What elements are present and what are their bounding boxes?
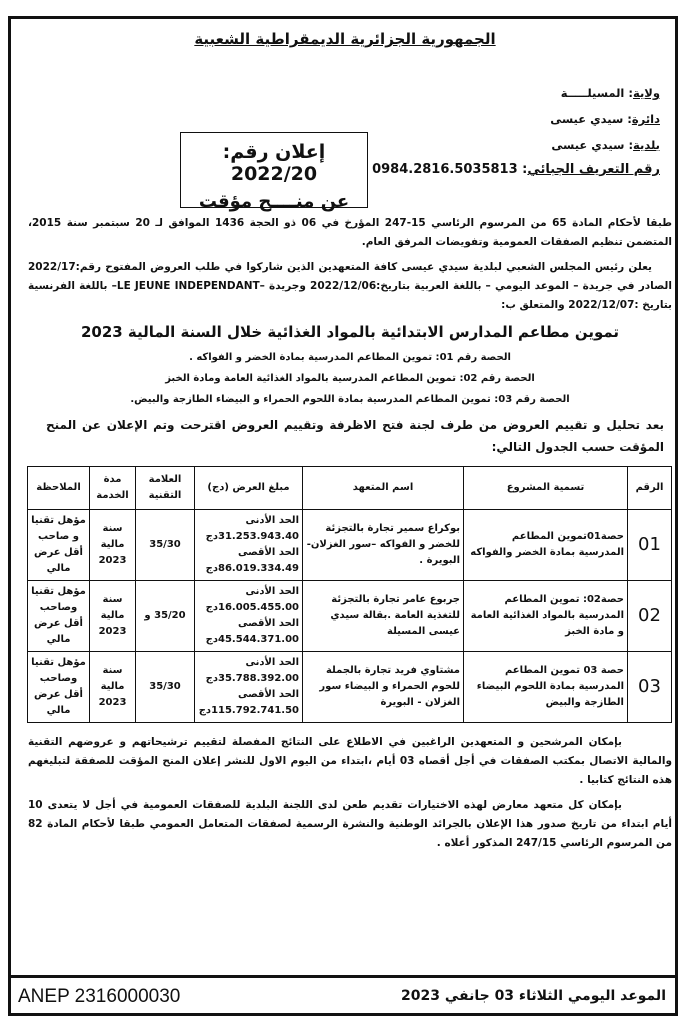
min-amount: 35.788.392.00دج [205,673,299,684]
row-amount [195,581,303,652]
row-note: مؤهل تقنيا وصاحب أقل عرض مالي [28,581,90,652]
row-contractor: جربوع عامر تجارة بالتجزئة للتغذية العامة .بقالة سيدي عيسى المسيلة [303,581,464,652]
notice-paragraph: يعلن رئيس المجلس الشعبي لبلدية سيدي عيسى كافة المتعهدين الذين شاركوا في طلب العروض المفتوح رقم:2022/17 الصادر في جريدة – الموعد اليومي – باللغة العربية بتاريخ:2022/12/06 وجريدة –LE JEUNE INDEPENDANT– باللغة الفرنسية بتاريخ :2022/12/07 والمتعلق ب: [28,261,672,311]
table-row [28,652,672,723]
wilaya-value: : المسيلـــــة [560,86,633,100]
row-note: مؤهل تقنيا و صاحب أقل عرض مالي [28,510,90,581]
min-amount: 16.005.455.00دج [205,602,299,613]
header-technical-score: العلامة التقنية [136,467,195,510]
max-label: الحد الأقصى [237,618,299,629]
row-contractor: مشتاوي فريد تجارة بالجملة للحوم الحمراء و البيضاء سور الغزلان - البويرة [303,652,464,723]
daira-label: دائرة [631,112,660,126]
announcement-box [180,132,368,212]
row-number: 03 [628,652,672,723]
lot-2: الحصة رقم 02: تموين المطاعم المدرسية بالمواد الغذائية العامة ومادة الخبز [165,373,535,384]
table-header-row [28,467,672,510]
min-label: الحد الأدنى [245,657,299,668]
row-project: حصة 03 تموين المطاعم المدرسية بمادة اللحوم البيضاء الطازجة والبيض [464,652,628,723]
row-project: حصة01تموين المطاعم المدرسية بمادة الخضر والفواكه [464,510,628,581]
row-score: 35/30 [136,652,195,723]
lot-3: الحصة رقم 03: تموين المطاعم المدرسية بمادة اللحوم الحمراء و البيضاء الطازجة والبيض. [130,394,570,405]
row-contractor: بوكراع سمير تجارة بالتجزئة للخضر و الفواكه –سور الغزلان- البويرة . [303,510,464,581]
header-note: الملاحظة [28,467,90,510]
anep-reference: ANEP 2316000030 [18,986,181,1007]
republic-heading: الجمهورية الجزائرية الديمقراطية الشعبية [194,30,496,48]
row-amount [195,652,303,723]
header-amount: مبلغ العرض (دج) [195,467,303,510]
newspaper-date: الموعد اليومي الثلاثاء 03 جانفي 2023 [401,988,666,1004]
row-duration: سنة مالية 2023 [90,581,136,652]
closing-paragraph-1: بإمكان المرشحين و المتعهدين الراغبين في الاطلاع على النتائج المفصلة لتقييم ترشيحاتهم و عروضهم التقنية والمالية الاتصال بمكتب الصفقات في أجل أقصاه 03 أيام ،ابتداء من اليوم الاول للنشر إعلان المنح المؤقت للصفقة لتبليغهم هذه النتائج كتابيا . [28,736,672,786]
max-amount: 45.544.371.00دج [205,634,299,645]
daira-value: : سيدي عيسى [550,112,632,126]
provisional-award-table [27,466,672,723]
min-label: الحد الأدنى [245,586,299,597]
max-amount: 115.792.741.50دج [198,705,299,716]
evaluation-paragraph: بعد تحليل و تقييم العروض من طرف لجنة فتح الاظرفة وتقييم العروض اقترحت وتم الإعلان عن المنح المؤقت حسب الجدول التالي: [46,418,664,454]
min-amount: 31.253.943.40دج [205,531,299,542]
row-note: مؤهل تقنيا وصاحب أقل عرض مالي [28,652,90,723]
document-body [28,214,672,859]
wilaya-line [561,86,660,100]
row-number: 01 [628,510,672,581]
row-duration: سنة مالية 2023 [90,510,136,581]
row-amount [195,510,303,581]
footer-divider [8,975,678,978]
tax-id-line [372,162,660,177]
row-duration: سنة مالية 2023 [90,652,136,723]
row-score: 35/30 [136,510,195,581]
wilaya-label: ولاية [632,86,660,100]
max-amount: 86.019.334.49دج [205,563,299,574]
daira-line [550,112,660,126]
commune-line [551,138,660,152]
subject-heading: تموين مطاعم المدارس الابتدائية بالمواد الغذائية خلال السنة المالية 2023 [80,323,620,341]
commune-label: بلدية [633,138,660,152]
header-number: الرقم [628,467,672,510]
header-duration: مدة الخدمة [90,467,136,510]
row-project: حصة02: تموين المطاعم المدرسية بالمواد الغذائية العامة و مادة الخبز [464,581,628,652]
table-row [28,510,672,581]
announcement-type: عن منــــح مؤقت [198,191,350,212]
header-contractor: اسم المتعهد [303,467,464,510]
max-label: الحد الأقصى [237,689,299,700]
lot-1: الحصة رقم 01: تموين المطاعم المدرسية بمادة الخضر و الفواكه . [189,352,511,363]
legal-basis-paragraph: طبقا لأحكام المادة 65 من المرسوم الرئاسي 15-247 المؤرخ في 06 ذو الحجة 1436 الموافق لـ 20 سبتمبر سنة 2015، المتضمن تنظيم الصفقات العمومية وتفويضات المرفق العام. [28,217,672,248]
announcement-number: إعلان رقم: 2022/20 [222,141,326,185]
row-score: 35/20 و [136,581,195,652]
tax-id-label: رقم التعريف الجبائي [527,162,660,177]
table-row [28,581,672,652]
min-label: الحد الأدنى [245,515,299,526]
header-project: تسمية المشروع [464,467,628,510]
closing-paragraph-2: بإمكان كل متعهد معارض لهذه الاختيارات تقديم طعن لدى اللجنة البلدية للصفقات العمومية في أجل لا يتعدى 10 أيام ابتداء من تاريخ صدور هذا الإعلان بالجرائد الوطنية والنشرة الرسمية لصفقات المتعامل العمومي طبقا لأحكام المادة 82 من المرسوم الرئاسي 247/15 المذكور أعلاه . [28,799,672,849]
tax-id-value: : 0984.2816.5035813 [372,162,528,177]
row-number: 02 [628,581,672,652]
max-label: الحد الأقصى [237,547,299,558]
commune-value: : سيدي عيسى [551,138,634,152]
